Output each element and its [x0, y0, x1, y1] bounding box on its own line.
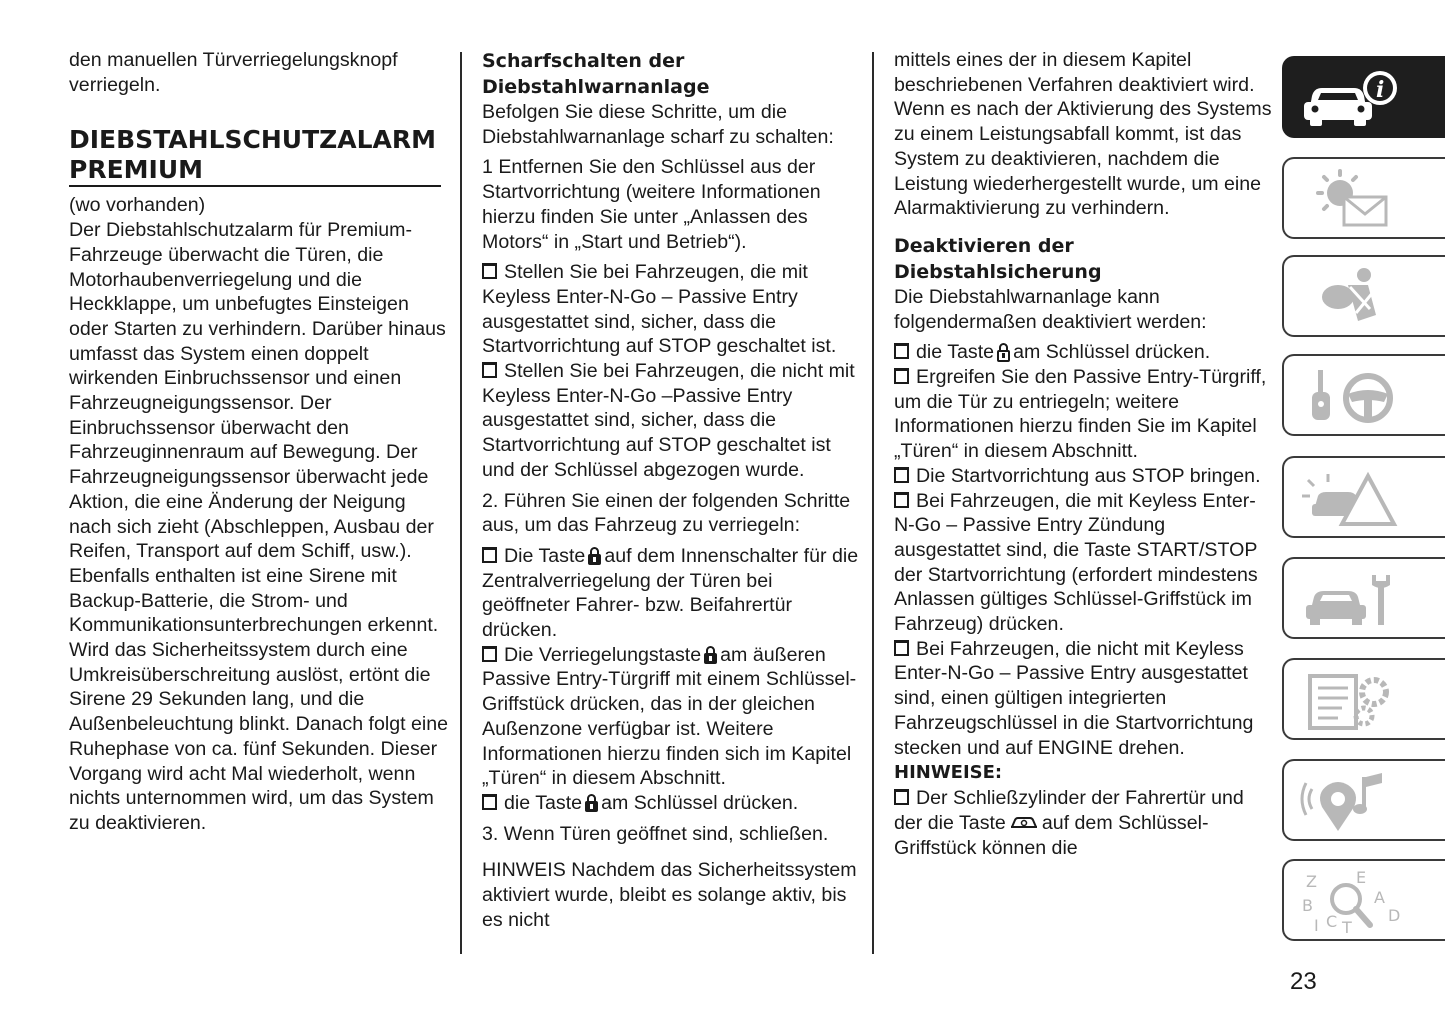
lights-message-icon: [1298, 167, 1408, 233]
checkbox-icon: [482, 547, 497, 563]
checkbox-icon: [894, 789, 909, 805]
car-info-icon: [1298, 66, 1408, 132]
list-item: Die Taste auf dem Innenschalter für die Zentralverriegelung der Türen bei geöffneter Fahrer- bzw. Beifahrertür drücken.: [482, 544, 859, 642]
checkbox-icon: [482, 263, 497, 279]
tab-multimedia[interactable]: [1282, 759, 1445, 841]
list-item: Stellen Sie bei Fahrzeugen, die nicht mit Keyless Enter-N-Go –Passive Entry ausgestattet sind, sicher, dass die Startvorrichtung auf STOP geschaltet ist und der Schlüssel abgezogen wurde.: [482, 360, 855, 481]
alarm-description: Der Diebstahlschutzalarm für Premium-Fahrzeuge überwacht die Türen, die Motorhaubenverriegelung und die Heckklappe, um unbefugtes Einsteigen oder Starten zu verhindern. Darüber hinaus umfasst das System einen doppelt wirkenden Einbruchssensor und einen Fahrzeugneigungssensor. Der Einbruchssensor überwacht den Fahrzeuginnenraum auf Bewegung. Der Fahrzeugneigungssensor überwacht jede Aktion, die eine Änderung der Neigung nach sich zieht (Abschleppen, Ausbau der Reifen, Transport auf dem Schiff, usw.). Ebenfalls enthalten ist eine Sirene mit Backup-Batterie, die Strom- und Kommunikationsunterbrechungen erkennt.: [69, 219, 446, 637]
list-item: Stellen Sie bei Fahrzeugen, die mit Keyless Enter-N-Go – Passive Entry ausgestattet sind, sicher, dass die Startvorrichtung auf STOP geschaltet ist.: [482, 261, 837, 358]
disarming-subheading: Deaktivieren der Diebstahlsicherung: [894, 234, 1102, 283]
arming-step-3: 3. Wenn Türen geöffnet sind, schließen.: [482, 822, 829, 845]
airbag-safety-icon: [1298, 265, 1408, 331]
tab-emergency[interactable]: [1282, 456, 1445, 538]
list-item: Bei Fahrzeugen, die mit Keyless Enter-N-Go – Passive Entry Zündung ausgestattet sind, die Taste START/STOP der Startvorrichtung (erfordert mindestens Anlassen gültiges Schlüssel-Griffstück im Fahrzeug) drücken.: [894, 489, 1258, 636]
lock-icon: [704, 646, 717, 664]
multimedia-icon: [1298, 769, 1408, 835]
index-letter: C: [1326, 912, 1338, 931]
list-item: Bei Fahrzeugen, die nicht mit Keyless Enter-N-Go – Passive Entry ausgestattet sind, einen gültigen integrierten Fahrzeugschlüssel in die Startvorrichtung stecken und auf ENGINE drehen.: [894, 637, 1254, 759]
page-number: 23: [1290, 968, 1317, 995]
technical-data-icon: [1298, 668, 1408, 734]
index-search-icon: [1298, 869, 1408, 935]
intro-text: den manuellen Türverriegelungsknopf verriegeln.: [69, 49, 398, 96]
warning-emergency-icon: [1298, 466, 1408, 532]
tab-starting-driving[interactable]: [1282, 354, 1445, 436]
index-letter: D: [1388, 906, 1401, 925]
column-divider-1: [460, 52, 462, 954]
arming-subheading: Scharfschalten der Diebstahlwarnanlage: [482, 50, 710, 98]
tab-index[interactable]: [1282, 859, 1445, 941]
index-letter: E: [1356, 869, 1367, 887]
index-letter: Z: [1306, 872, 1317, 891]
disarming-intro: Die Diebstahlwarnanlage kann folgendermaßen deaktiviert werden:: [894, 285, 1207, 333]
list-item: Die Verriegelungstaste am äußeren Passive Entry-Türgriff mit einem Schlüssel-Griffstück drücken, das in der gleichen Außenzone verfügbar ist. Weitere Informationen hierzu finden sich im Kapitel „Türen“ in diesem Abschnitt.: [482, 643, 857, 790]
column-2: [482, 48, 862, 933]
list-item: die Taste am Schlüssel drücken.: [894, 340, 1274, 365]
tab-servicing[interactable]: [1282, 557, 1445, 639]
tab-car-info[interactable]: [1282, 56, 1445, 138]
arming-step-2: 2. Führen Sie einen der folgenden Schritte aus, um das Fahrzeug zu verriegeln:: [482, 489, 851, 537]
column-1: [69, 48, 449, 836]
arming-intro: Befolgen Sie diese Schritte, um die Diebstahlwarnanlage scharf zu schalten:: [482, 101, 834, 148]
checkbox-icon: [894, 467, 909, 483]
checkbox-icon: [482, 794, 497, 810]
tab-technical-data[interactable]: [1282, 658, 1445, 740]
tab-lights-messages[interactable]: [1282, 157, 1445, 239]
list-item: die Taste am Schlüssel drücken.: [482, 791, 862, 816]
continuation-text: mittels eines der in diesem Kapitel beschriebenen Verfahren deaktiviert wird. Wenn es nach der Aktivierung des Systems zu einem Leistungsabfall kommt, ist das System zu deaktivieren, nachdem die Leistung wiederhergestellt wurde, um eine Alarmaktivierung zu verhindern.: [894, 49, 1272, 220]
checkbox-icon: [482, 362, 497, 378]
alarm-trigger-description: Wird das Sicherheitssystem durch eine Umkreisüberschreitung auslöst, ertönt die Sirene 29 Sekunden lang, und die Außenbeleuchtung blinkt. Danach folgt eine Ruhephase von ca. fünf Sekunden. Dieser Vorgang wird acht Mal wiederholt, wenn nichts unternommen wird, um das System zu deaktivieren.: [69, 639, 449, 834]
column-divider-2: [872, 52, 874, 954]
tab-safety[interactable]: [1282, 255, 1445, 337]
index-letter: T: [1342, 918, 1352, 935]
checkbox-icon: [894, 343, 909, 359]
checkbox-icon: [894, 492, 909, 508]
checkbox-icon: [482, 646, 497, 662]
checkbox-icon: [894, 640, 909, 656]
key-steering-wheel-icon: [1298, 364, 1408, 430]
index-letter: I: [1314, 916, 1319, 935]
column-3: [894, 48, 1274, 860]
arming-step-1: 1 Entfernen Sie den Schlüssel aus der Startvorrichtung (weitere Informationen hierzu finden Sie unter „Anlassen des Motors“ in „Start und Betrieb“).: [482, 156, 821, 253]
list-item: Die Startvorrichtung aus STOP bringen.: [894, 464, 1274, 489]
list-item: Ergreifen Sie den Passive Entry-Türgriff, um die Tür zu entriegeln; weitere Informationen hierzu finden Sie im Kapitel „Türen“ in diesem Abschnitt.: [894, 366, 1267, 463]
lock-icon: [585, 794, 598, 812]
checkbox-icon: [894, 368, 909, 384]
car-service-icon: [1298, 567, 1408, 633]
svg-text:i: i: [1376, 77, 1385, 103]
notes-heading: HINWEISE:: [894, 762, 1003, 784]
index-letter: A: [1374, 888, 1385, 907]
arming-note: HINWEIS Nachdem das Sicherheitssystem aktiviert wurde, bleibt es solange aktiv, bis es nicht: [482, 859, 857, 931]
index-letter: B: [1302, 896, 1313, 915]
unlock-icon: [997, 343, 1010, 361]
remote-start-icon: [1009, 815, 1039, 831]
section-heading: DIEBSTAHLSCHUTZALARM PREMIUM: [69, 125, 441, 187]
availability-note: (wo vorhanden): [69, 194, 206, 217]
lock-icon: [588, 547, 601, 565]
list-item: Der Schließzylinder der Fahrertür und der die Taste auf dem Schlüssel-Griffstück können die: [894, 787, 1244, 859]
